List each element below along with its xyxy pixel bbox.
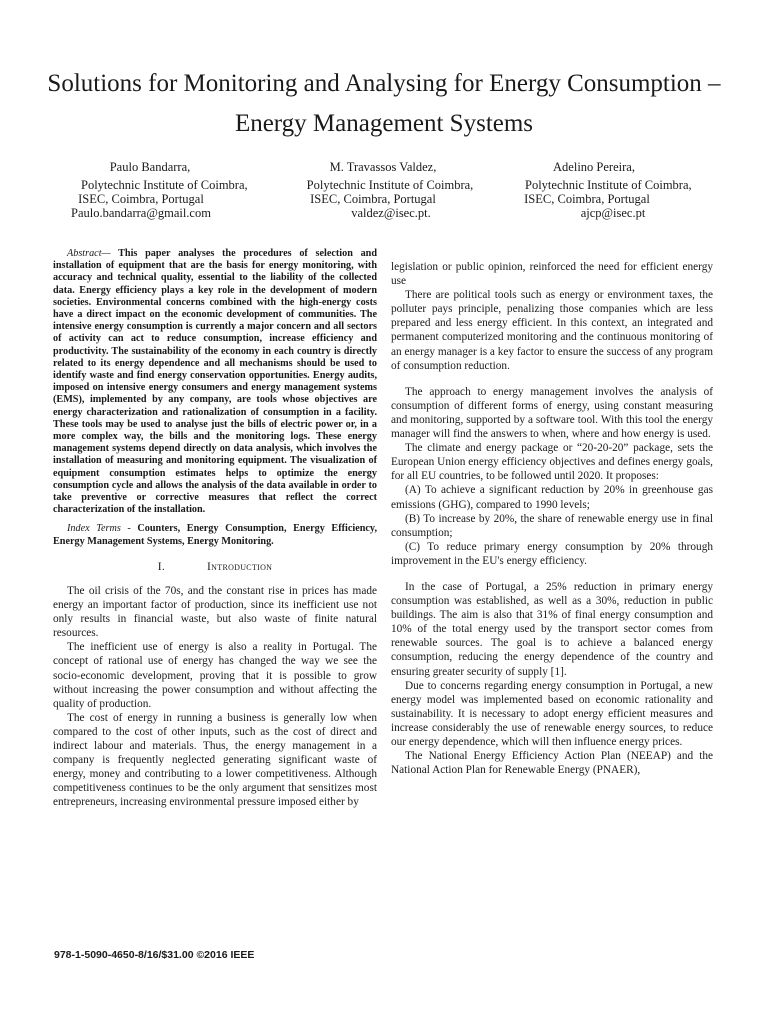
author-block xyxy=(499,160,692,220)
section-heading xyxy=(53,560,377,574)
author-affiliation: Polytechnic Institute of Coimbra, xyxy=(81,178,248,192)
author-address: ISEC, Coimbra, Portugal xyxy=(524,192,650,206)
paragraph: The climate and energy package or “20-20-20” package, sets the European Union energy efficiency objectives and defines energy goals, for all EU countries, to be followed until 2020. It proposes: xyxy=(391,442,713,483)
index-terms-text: Counters, Energy Consumption, Energy Efficiency, Energy Management Systems, Energy Monitoring. xyxy=(53,523,377,547)
left-column xyxy=(53,248,377,809)
paragraph: The inefficient use of energy is also a reality in Portugal. The concept of rational use of energy has changed the way we see the socio-economic development, proving that it is possible to grow without increasing the power consumption and without affecting the quality of production. xyxy=(53,641,377,710)
paragraph: legislation or public opinion, reinforced the need for efficient energy use xyxy=(391,261,713,288)
index-terms xyxy=(53,523,377,547)
list-item: (B) To increase by 20%, the share of renewable energy use in final consumption; xyxy=(391,512,713,539)
author-name: Adelino Pereira, xyxy=(553,160,635,174)
index-terms-label: Index Terms xyxy=(67,523,121,535)
author-name: M. Travassos Valdez, xyxy=(329,160,437,174)
index-terms-separator: - xyxy=(120,523,138,535)
author-block xyxy=(55,160,248,220)
list-item: (A) To achieve a significant reduction by 20% in greenhouse gas emissions (GHG), compared to 1990 levels; xyxy=(391,484,713,511)
abstract-text: This paper analyses the procedures of selection and installation of equipment that are the basis for energy monitoring, with accuracy and technical quality, essential to the liability of the collected data. Energy efficiency plays a key role in the development of modern societies. Environmental concerns combined with the high-energy costs have a direct impact on the economic development of communities. The intensive energy consumption is currently a major concern and all sectors of activity can act to reduce consumption, increase efficiency and productivity. The sustainability of the economy in each country is directly related to its energy dependence and all mechanisms should be used to identify waste and find energy conservation opportunities. Energy audits, imposed on intensive energy consumers and energy management systems (EMS), implemented by any company, are tools whose objectives are energy characterization and rationalization of consumption in a facility. These tools may be used to analyse just the bills of electric power or, in a more complex way, the bills and the monitoring logs. These energy management systems depend directly on data analysis, which involves the installation of measuring and monitoring equipment. The visualization of equipment consumption estimates helps to optimize the energy consumption cycle and allows the analysis of the data available in order to take preventive or corrective measures that reflect the correct characterization of the installation. xyxy=(53,248,377,516)
author-address: ISEC, Coimbra, Portugal xyxy=(78,192,204,206)
paragraph: In the case of Portugal, a 25% reduction in primary energy consumption was established, as well as a 30%, reduction in public buildings. The aim is also that 31% of final energy consumption and 10% of the total energy used by the transport sector comes from renewable sources. The goal is to achieve a balanced energy consumption, reducing the energy dependence of the country and ensuring greater security of supply [1]. xyxy=(391,580,713,678)
section-number: I. xyxy=(157,560,166,573)
author-name: Paulo Bandarra, xyxy=(109,160,191,174)
paragraph: The National Energy Efficiency Action Plan (NEEAP) and the National Action Plan for Renewable Energy (PNAER), xyxy=(391,750,713,777)
author-block xyxy=(288,160,478,220)
author-email: ajcp@isec.pt xyxy=(580,206,646,220)
author-email: Paulo.bandarra@gmail.com xyxy=(71,206,211,220)
paragraph: The approach to energy management involves the analysis of consumption of different forms of energy, using constant measuring and monitoring, supported by a software tool. With this tool the energy manager will find the answers to when, where and how energy is used. xyxy=(391,385,713,441)
author-affiliation: Polytechnic Institute of Coimbra, xyxy=(306,178,474,192)
paragraph: Due to concerns regarding energy consumption in Portugal, a new energy model was implemented based on economic rationality and sustainability. It is necessary to adopt energy efficient measures and increase considerably the use of renewable energy sources, to reduce our energy dependence, which will then influence energy prices. xyxy=(391,679,713,748)
abstract-label: Abstract— xyxy=(67,248,111,259)
paragraph: There are political tools such as energy or environment taxes, the polluter pays principle, penalizing those companies which are less prepared and less energy efficient. In this context, an integrated and permanent computerized monitoring and the continuous monitoring of an energy manager is a key factor to ensure the success of any program of consumption reduction. xyxy=(391,289,713,372)
abstract xyxy=(53,248,377,516)
author-address: ISEC, Coimbra, Portugal xyxy=(310,192,436,206)
list-item: (C) To reduce primary energy consumption by 20% through improvement in the EU's energy efficiency. xyxy=(391,540,713,567)
paragraph: The cost of energy in running a business is generally low when compared to the cost of other inputs, such as the cost of direct and indirect labour and materials. Thus, the energy management in a company is frequently neglected generating significant waste of energy, money and contributing to a lower competitiveness. Although competitiveness continues to be the only argument that sensitizes most entrepreneurs, increasing environmental pressure imposed either by xyxy=(53,711,377,809)
paper-title: Solutions for Monitoring and Analysing for Energy Consumption – Energy Management Systems xyxy=(47,70,721,137)
copyright-footer: 978-1-5090-4650-8/16/$31.00 ©2016 IEEE xyxy=(54,949,255,961)
section-title: Introduction xyxy=(207,560,273,573)
author-email: valdez@isec.pt. xyxy=(351,206,431,220)
right-column xyxy=(391,260,713,777)
author-affiliation: Polytechnic Institute of Coimbra, xyxy=(525,178,692,192)
paragraph: The oil crisis of the 70s, and the constant rise in prices has made energy an important factor of production, since its inefficient use not only results in financial waste, but also waste of finite natural resources. xyxy=(53,584,377,640)
